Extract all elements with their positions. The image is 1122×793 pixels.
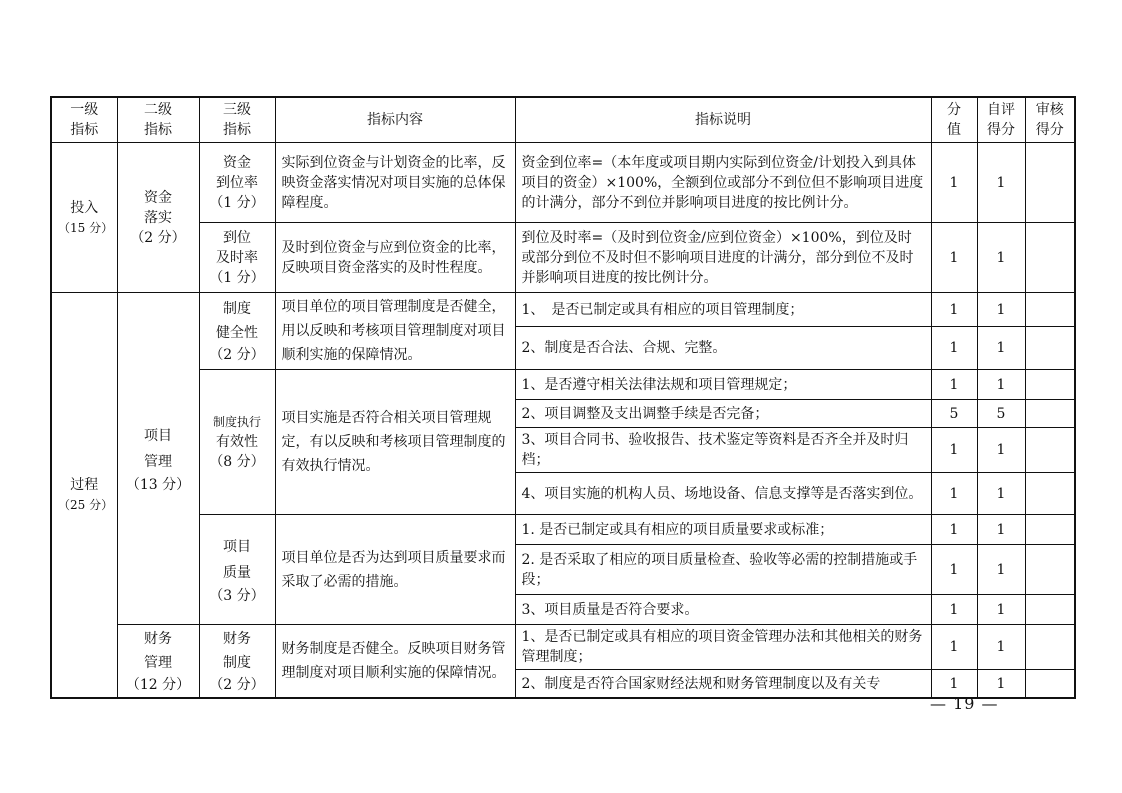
header-audit-score: 审核 得分 (1025, 97, 1075, 143)
level3-score: （8 分） (209, 454, 265, 470)
self-score-cell: 1 (977, 370, 1025, 400)
content-cell: 项目实施是否符合相关项目管理规定，有以反映和考核项目管理制度的有效执行情况。 (275, 370, 515, 515)
self-score-cell: 1 (977, 327, 1025, 370)
level1-name: 投入 (70, 199, 99, 216)
description-cell: 3、项目质量是否符合要求。 (515, 595, 931, 625)
description-cell: 1. 是否已制定或具有相应的项目质量要求或标准； (515, 515, 931, 545)
description-cell: 4、项目实施的机构人员、场地设备、信息支撑等是否落实到位。 (515, 473, 931, 515)
value-cell: 1 (931, 223, 977, 293)
table-row (51, 143, 1075, 223)
level1-score: （15 分） (58, 220, 114, 235)
level3-fund-rate (199, 143, 275, 223)
description-cell: 3、项目合同书、验收报告、技术鉴定等资料是否齐全并及时归档； (515, 428, 931, 473)
self-score-cell: 1 (977, 223, 1025, 293)
content-cell: 实际到位资金与计划资金的比率，反映资金落实情况对项目实施的总体保障程度。 (275, 143, 515, 223)
audit-score-cell (1025, 595, 1075, 625)
header-level3: 三级 指标 (199, 97, 275, 143)
self-score-cell: 1 (977, 473, 1025, 515)
value-cell: 5 (931, 400, 977, 428)
self-score-cell: 1 (977, 428, 1025, 473)
content-cell: 项目单位的项目管理制度是否健全，用以反映和考核项目管理制度对项目顺利实施的保障情况。 (275, 293, 515, 370)
description-cell: 到位及时率=（及时到位资金/应到位资金）×100%，到位及时或部分到位不及时但不影响项目进度的计满分，部分到位不及时并影响项目进度的按比例计分。 (515, 223, 931, 293)
audit-score-cell (1025, 400, 1075, 428)
self-score-cell: 1 (977, 515, 1025, 545)
header-value: 分 值 (931, 97, 977, 143)
audit-score-cell (1025, 293, 1075, 327)
audit-score-cell (1025, 670, 1075, 698)
value-cell: 1 (931, 473, 977, 515)
level3-name: 项目 质量 (223, 538, 251, 581)
level3-quality (199, 515, 275, 625)
header-content: 指标内容 (275, 97, 515, 143)
level3-score: （3 分） (209, 587, 265, 604)
self-score-cell: 1 (977, 595, 1025, 625)
level3-finance-sys (199, 625, 275, 699)
level3-score: （2 分） (209, 677, 265, 693)
level3-score: （2 分） (209, 347, 265, 363)
value-cell: 1 (931, 370, 977, 400)
level3-name: 有效性 (216, 434, 258, 450)
level3-name: 财务 制度 (223, 631, 251, 671)
value-cell: 1 (931, 625, 977, 670)
audit-score-cell (1025, 327, 1075, 370)
table-row (51, 515, 1075, 545)
level2-fund (117, 143, 199, 293)
audit-score-cell (1025, 545, 1075, 595)
level3-score: （1 分） (209, 269, 265, 286)
value-cell: 1 (931, 595, 977, 625)
audit-score-cell (1025, 473, 1075, 515)
description-cell: 1、是否遵守相关法律法规和项目管理规定； (515, 370, 931, 400)
level3-name: 到位 及时率 (216, 229, 258, 266)
indicator-table (50, 96, 1076, 699)
self-score-cell: 1 (977, 670, 1025, 698)
value-cell: 1 (931, 143, 977, 223)
audit-score-cell (1025, 143, 1075, 223)
header-level1: 一级 指标 (51, 97, 117, 143)
level3-fund-timely (199, 223, 275, 293)
level1-score: （25 分） (58, 498, 114, 512)
self-score-cell: 1 (977, 293, 1025, 327)
page-number: — 19 — (930, 694, 999, 713)
level2-finance (117, 625, 199, 699)
header-description: 指标说明 (515, 97, 931, 143)
level2-name: 资金 落实 (144, 189, 172, 226)
value-cell: 1 (931, 515, 977, 545)
level1-input (51, 143, 117, 293)
content-cell: 及时到位资金与应到位资金的比率，反映项目资金落实的及时性程度。 (275, 223, 515, 293)
description-cell: 资金到位率=（本年度或项目期内实际到位资金/计划投入到具体项目的资金）×100%，全额到位或部分不到位但不影响项目进度的计满分，部分不到位并影响项目进度的按比例计分。 (515, 143, 931, 223)
table-row (51, 370, 1075, 400)
description-cell: 2、制度是否符合国家财经法规和财务管理制度以及有关专 (515, 670, 931, 698)
level2-project (117, 293, 199, 625)
level2-name: 财务 管理 (144, 631, 172, 671)
description-cell: 1、 是否已制定或具有相应的项目管理制度； (515, 293, 931, 327)
audit-score-cell (1025, 428, 1075, 473)
audit-score-cell (1025, 515, 1075, 545)
description-cell: 2、制度是否合法、合规、完整。 (515, 327, 931, 370)
level2-score: （2 分） (130, 229, 186, 246)
description-cell: 2、项目调整及支出调整手续是否完备； (515, 400, 931, 428)
header-level2: 二级 指标 (117, 97, 199, 143)
description-cell: 1、是否已制定或具有相应的项目资金管理办法和其他相关的财务管理制度； (515, 625, 931, 670)
table-row (51, 223, 1075, 293)
description-cell: 2. 是否采取了相应的项目质量检查、验收等必需的控制措施或手段； (515, 545, 931, 595)
value-cell: 1 (931, 545, 977, 595)
value-cell: 1 (931, 670, 977, 698)
value-cell: 1 (931, 327, 977, 370)
self-score-cell: 1 (977, 545, 1025, 595)
level2-score: （13 分） (125, 476, 191, 493)
level3-system-exec (199, 370, 275, 515)
self-score-cell: 1 (977, 143, 1025, 223)
level2-score: （12 分） (125, 677, 191, 693)
audit-score-cell (1025, 370, 1075, 400)
audit-score-cell (1025, 223, 1075, 293)
level3-score: （1 分） (209, 194, 265, 211)
level1-process (51, 293, 117, 699)
table-row (51, 625, 1075, 670)
header-row (51, 97, 1075, 143)
level1-name: 过程 (70, 477, 99, 493)
level3-name: 资金 到位率 (216, 154, 258, 191)
content-cell: 财务制度是否健全。反映项目财务管理制度对项目顺利实施的保障情况。 (275, 625, 515, 699)
level3-name-small: 制度执行 (212, 415, 261, 429)
level3-name: 制度 健全性 (216, 301, 258, 341)
level3-system-sound (199, 293, 275, 370)
header-self-score: 自评 得分 (977, 97, 1025, 143)
value-cell: 1 (931, 428, 977, 473)
level2-name: 项目 管理 (144, 427, 172, 470)
audit-score-cell (1025, 625, 1075, 670)
self-score-cell: 5 (977, 400, 1025, 428)
content-cell: 项目单位是否为达到项目质量要求而采取了必需的措施。 (275, 515, 515, 625)
table-row (51, 293, 1075, 327)
self-score-cell: 1 (977, 625, 1025, 670)
value-cell: 1 (931, 293, 977, 327)
